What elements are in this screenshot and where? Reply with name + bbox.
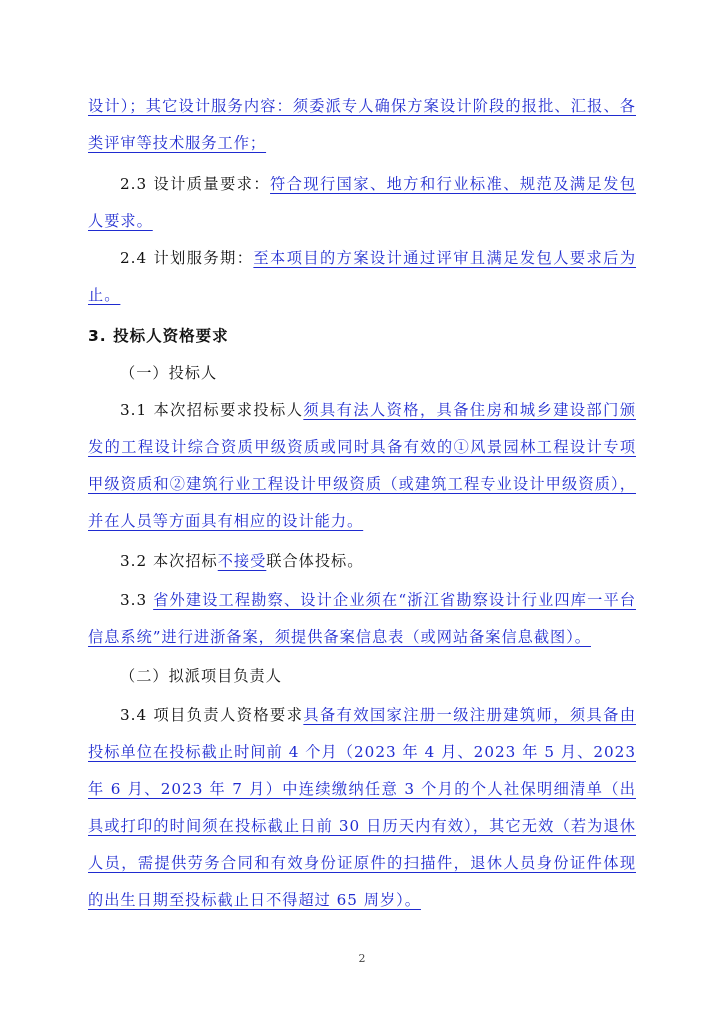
paragraph-design-services [88,88,636,162]
paragraph-3-3 [88,582,636,656]
paragraph-3-4 [88,697,636,919]
underlined-text: 设计）；其它设计服务内容：须委派专人确保方案设计阶段的报批、汇报、各类评审等技术服务工作； [88,97,636,152]
clause-lead: 3.1 本次招标要求投标人 [120,401,304,419]
paragraph-3-2 [88,543,636,580]
paragraph-3-1 [88,392,636,540]
paragraph-2-3 [88,166,636,240]
section-heading-3: 3. 投标人资格要求 [88,327,229,345]
subsection-bidder: （一）投标人 [120,364,218,382]
subsection-project-lead: （二）拟派项目负责人 [120,667,282,685]
clause-tail: 联合体投标。 [266,552,364,570]
page-number: 2 [358,952,366,965]
clause-lead: 3.4 项目负责人资格要求 [120,706,304,724]
underlined-text: 符合现行国家、地方和行业标准、规范及满足发包人要求。 [88,175,637,230]
underlined-text: 不接受 [217,552,267,570]
clause-lead: 2.3 设计质量要求： [120,175,271,193]
clause-lead: 2.4 计划服务期： [120,249,254,267]
underlined-text: 省外建设工程勘察、设计企业须在“浙江省勘察设计行业四库一平台信息系统”进行进浙备案，须提供备案信息表（或网站备案信息截图）。 [88,591,637,646]
paragraph-2-4 [88,240,636,314]
underlined-text: 须具有法人资格，具备住房和城乡建设部门颁发的工程设计综合资质甲级资质或同时具备有效的①风景园林工程设计专项甲级资质和②建筑行业工程设计甲级资质（或建筑工程专业设计甲级资质），并在人员等方面具有相应的设计能力。 [88,401,637,530]
clause-lead: 3.3 [120,591,154,609]
clause-lead: 3.2 本次招标 [120,552,218,570]
underlined-text: 具备有效国家注册一级注册建筑师，须具备由投标单位在投标截止时间前 4 个月（2023 年 4 月、2023 年 5 月、2023 年 6 月、2023 年 7 月）中连续缴纳任意 3 个月的个人社保明细清单（出具或打印的时间须在投标截止日前 30 日历天内有效），其它无效（若为退休人员，需提供劳务合同和有效身份证原件的扫描件，退休人员身份证件体现的出生日期至投标截止日不得超过 65 周岁）。 [88,706,637,909]
underlined-text: 至本项目的方案设计通过评审且满足发包人要求后为止。 [88,249,637,304]
